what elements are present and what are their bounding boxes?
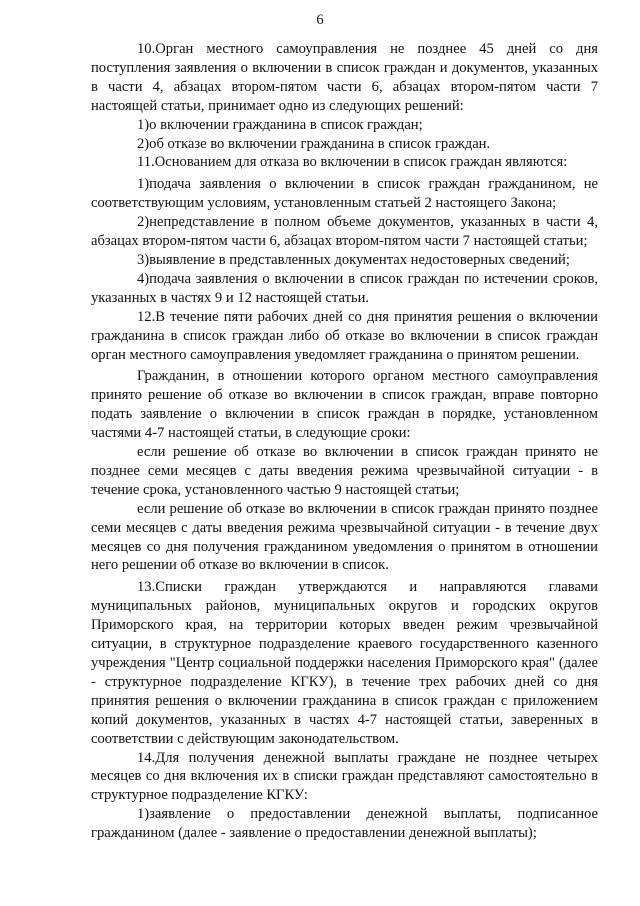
paragraph-12: 12.В течение пяти рабочих дней со дня принятия решения о включении гражданина в список граждан либо об отказе во включении в список граждан орган местного самоуправления уведомляет гражданина о принятом решении. — [91, 308, 598, 363]
paragraph-11-item-3: 3)выявление в представленных документах недостоверных сведений; — [137, 251, 570, 268]
paragraph-12-term-1: если решение об отказе во включении в список граждан принято не позднее семи месяцев с даты введения режима чрезвычайной ситуации - в течение срока, установленного частью 9 настоящей статьи; — [91, 444, 598, 498]
paragraph-14: 14.Для получения денежной выплаты граждане не позднее четырех месяцев со дня включения их в списки граждан представляют самостоятельно в структурное подразделение КГКУ: — [91, 749, 598, 804]
paragraph-10-item-2: 2)об отказе во включении гражданина в список граждан. — [137, 135, 491, 152]
paragraph-11: 11.Основанием для отказа во включении в список граждан являются: — [137, 154, 568, 171]
paragraph-10: 10.Орган местного самоуправления не позднее 45 дней со дня поступления заявления о включении в список граждан и документов, указанных в части 4, абзацах втором-пятом части 6, абзацах втором-пятом части 7 настоящей статьи, принимает одно из следующих решений: — [91, 41, 598, 114]
paragraph-11-item-1: 1)подача заявления о включении в список граждан гражданином, не соответствующим условиям, установленным статьей 2 настоящего Закона; — [91, 176, 598, 212]
paragraph-11-item-4: 4)подача заявления о включении в список граждан по истечении сроков, указанных в частях 9 и 12 настоящей статьи. — [91, 270, 598, 306]
paragraph-11-item-2: 2)непредставление в полном объеме документов, указанных в части 4, абзацах втором-пятом части 6, абзацах втором-пятом части 7 настоящей статьи; — [91, 214, 598, 250]
page-number: 6 — [316, 12, 324, 28]
paragraph-12-reapply: Гражданин, в отношении которого органом местного самоуправления принято решение об отказе во включении в список граждан, вправе повторно подать заявление о включении в список граждан в порядке, установленном частями 4-7 настоящей статьи, в следующие сроки: — [91, 368, 598, 442]
paragraph-12-term-2: если решение об отказе во включении в список граждан принято позднее семи месяцев с даты введения режима чрезвычайной ситуации - в течение двух месяцев со дня получения гражданином уведомления о принятом в отношении него решении об отказе во включении в список. — [91, 500, 598, 574]
paragraph-14-item-1: 1)заявление о предоставлении денежной выплаты, подписанное гражданином (далее - заявление о предоставлении денежной выплаты); — [91, 806, 598, 842]
paragraph-10-item-1: 1)о включении гражданина в список граждан; — [137, 116, 423, 133]
paragraph-13: 13.Списки граждан утверждаются и направляются главами муниципальных районов, муниципальных округов и городских округов Приморского края, на территории которых введен режим чрезвычайной ситуации, в структурное подразделение краевого государственного казенного учреждения "Центр социальной поддержки населения Приморского края" (далее - структурное подразделение КГКУ), в течение трех рабочих дней со дня принятия решения о включении гражданина в список граждан с приложением копий документов, указанных в частях 4-7 настоящей статьи, заверенных в соответствии с действующим законодательством. — [91, 579, 598, 747]
